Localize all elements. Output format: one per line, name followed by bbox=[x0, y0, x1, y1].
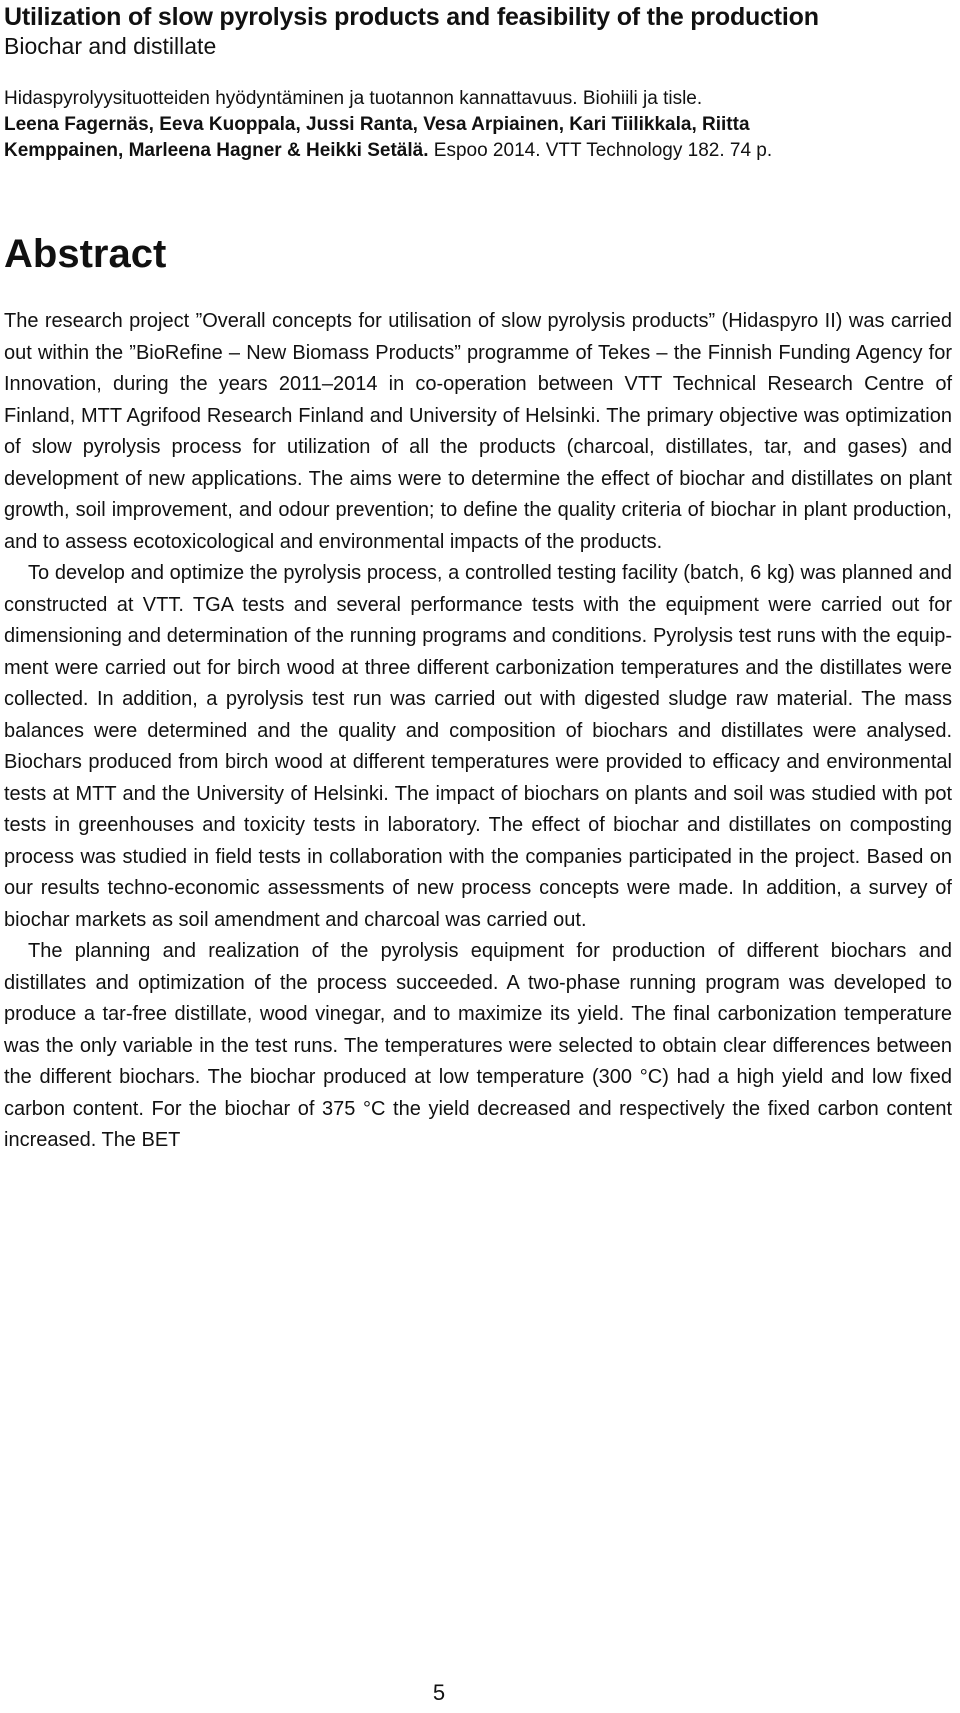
abstract-paragraph-3: The planning and realization of the pyrolysis equipment for production of different biochars and distillates and optimization of the process succeeded. A two-phase running program was developed to produce a tar-free distillate, wood vinegar, and to maximize its yield. The final carbonization temperature was the only variable in the test runs. The temperatures were selected to obtain clear differences between the different biochars. The biochar produced at low temperature (300 °C) had a high yield and low fixed carbon content. For the biochar of 375 °C the yield decreased and respectively the fixed carbon content increased. The BET bbox=[4, 940, 952, 1151]
abstract-paragraph-2: To develop and optimize the pyrolysis process, a controlled testing facility (batch, 6 kg) was planned and constructed at VTT. TGA tests and several performance tests with the equipment were carried out for dimensioning and determination of the running programs and conditions. Pyrolysis test runs with the equipment were carried out for birch wood at three different carbonization temperatures and the distillates were collected. In addition, a pyrolysis test run was carried out with digested sludge raw material. The mass balances were determined and the quality and composition of biochars and distillates were analysed. Biochars produced from birch wood at different temperatures were provided to efficacy and environmental tests at MTT and the University of Helsinki. The impact of biochars on plants and soil was studied with pot tests in greenhouses and toxicity tests in laboratory. The effect of biochar and distillates on composting process was studied in field tests in collaboration with the companies participated in the project. Based on our results techno-economic assessments of new process concepts were made. In addition, a survey of biochar markets as soil amendment and charcoal was carried out. bbox=[4, 562, 952, 931]
abstract-heading: Abstract bbox=[4, 232, 167, 276]
abstract-paragraph-1: The research project ”Overall concepts for utilisation of slow pyrolysis products” (Hidaspyro II) was carried out within the ”BioRefine – New Biomass Products” programme of Tekes – the Finnish Funding Agency for Innovation, during the years 2011–2014 in co-operation between VTT Technical Research Centre of Finland, MTT Agrifood Research Finland and University of Helsinki. The primary objective was optimization of slow pyrolysis process for utilization of all the products (charcoal, distillates, tar, and gases) and development of new applications. The aims were to determine the effect of biochar and distillates on plant growth, soil improvement, and odour prevention; to define the quality criteria of biochar in plant production, and to assess ecotoxicological and environmental impacts of the products. bbox=[4, 310, 952, 553]
authors-line-2-container bbox=[4, 138, 952, 164]
citation-block bbox=[4, 86, 952, 164]
document-title: Utilization of slow pyrolysis products and feasibility of the production bbox=[4, 3, 819, 31]
document-page bbox=[4, 0, 952, 1157]
abstract-body bbox=[4, 306, 952, 1157]
authors-line-1: Leena Fagernäs, Eeva Kuoppala, Jussi Ranta, Vesa Arpiainen, Kari Tiilikkala, Riitta bbox=[4, 114, 750, 135]
document-subtitle: Biochar and distillate bbox=[4, 33, 217, 59]
finnish-title: Hidaspyrolyysituotteiden hyödyntäminen ja tuotannon kannattavuus. Biohiili ja tisle. bbox=[4, 88, 703, 109]
authors-line-2: Kemppainen, Marleena Hagner & Heikki Setälä. bbox=[4, 140, 429, 161]
publication-info: Espoo 2014. VTT Technology 182. 74 p. bbox=[428, 140, 773, 161]
page-number: 5 bbox=[432, 1680, 446, 1705]
